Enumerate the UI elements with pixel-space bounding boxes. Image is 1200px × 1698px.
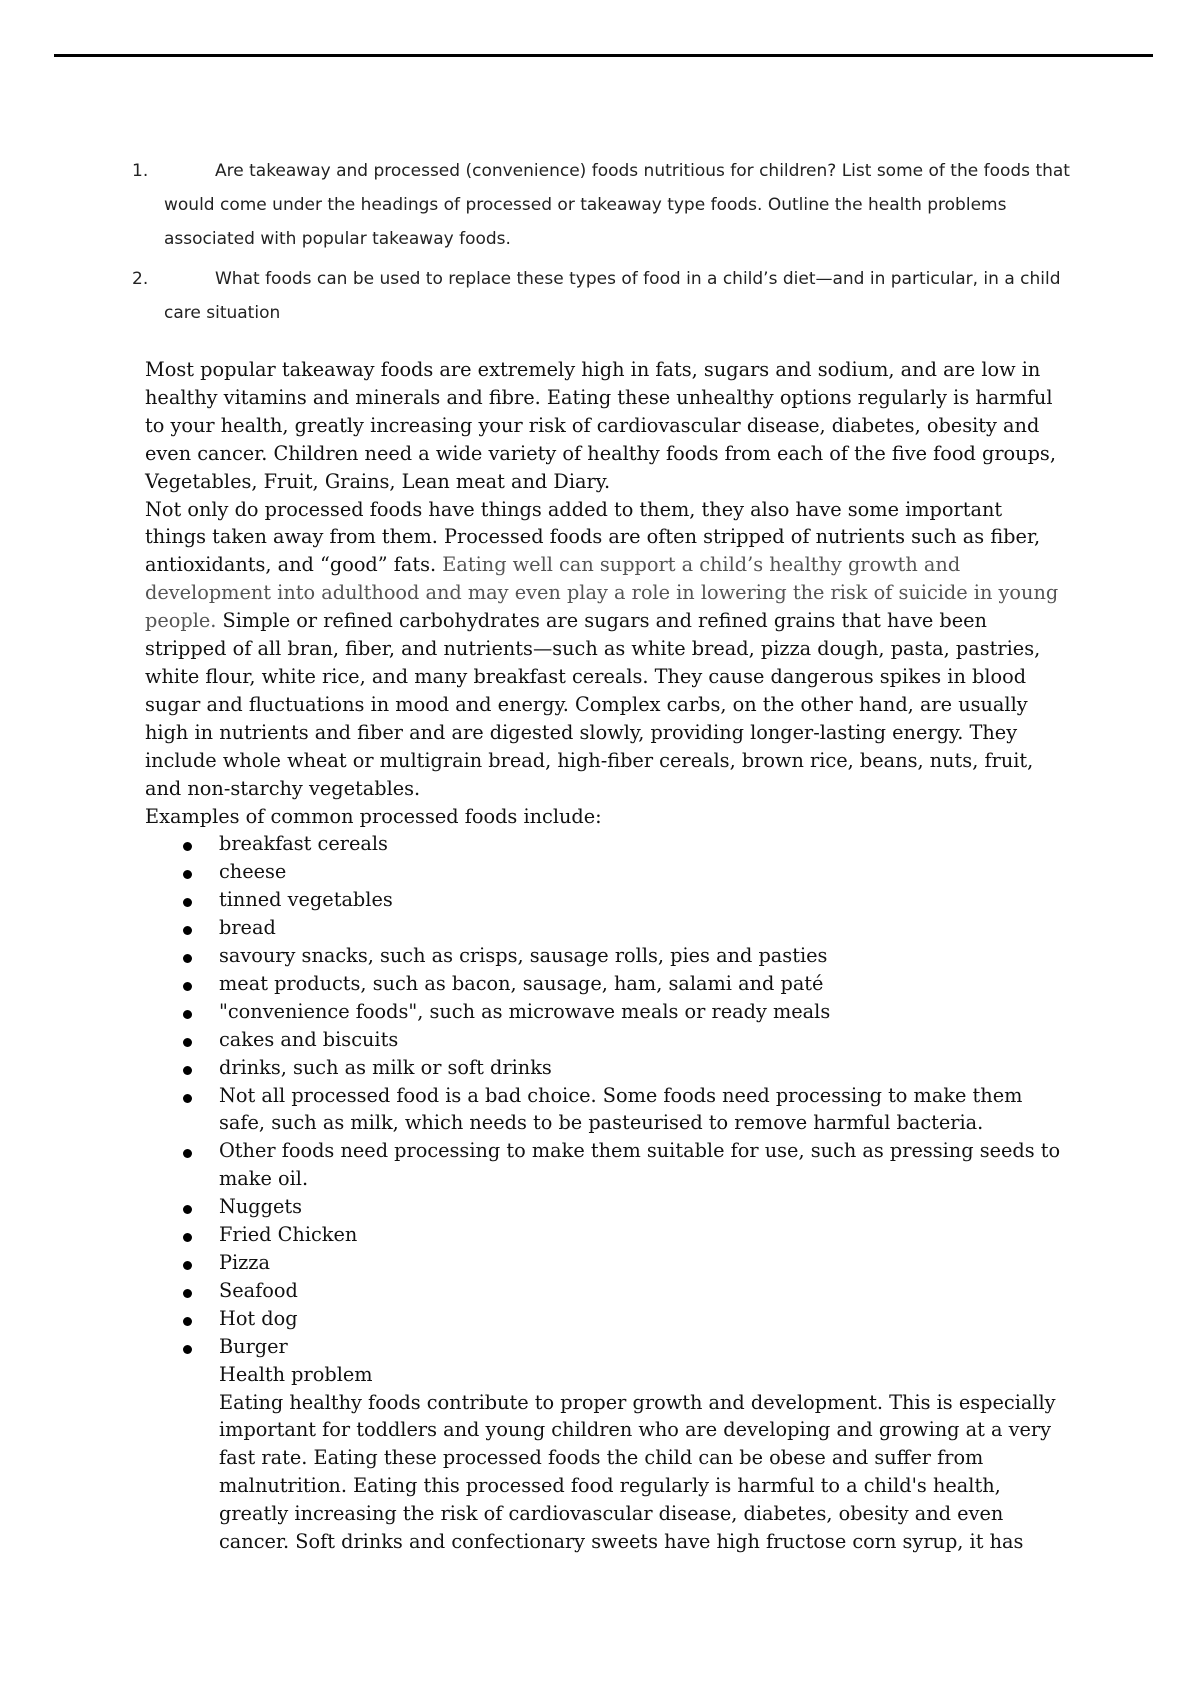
bullet-icon	[183, 1149, 192, 1158]
list-item-text: tinned vegetables	[219, 888, 393, 912]
list-item-text: "convenience foods", such as microwave meals or ready meals	[219, 999, 831, 1023]
question-number: 1.	[132, 161, 149, 181]
health-heading: Health problem	[219, 1362, 373, 1386]
header-rule	[54, 54, 1153, 57]
bullet-icon	[183, 982, 192, 991]
list-item-text: cheese	[219, 860, 287, 884]
list-item-text: Nuggets	[219, 1195, 303, 1219]
question-item	[132, 262, 1072, 330]
answer-paragraph: Most popular takeaway foods are extremely high in fats, sugars and sodium, and are low in healthy vitamins and minerals and fibre. Eating these unhealthy options regularly is harmful to your health, greatly increasing your risk of cardiovascular disease, diabetes, obesity and even cancer. Children need a wide variety of healthy foods from each of the five food groups, Vegetables, Fruit, Grains, Lean meat and Diary.	[145, 358, 1056, 493]
question-item	[132, 154, 1072, 256]
bullet-icon	[183, 954, 192, 963]
answer-body	[145, 356, 1065, 1556]
question-list	[132, 154, 1072, 336]
list-item-text: Hot dog	[219, 1306, 298, 1330]
paragraph-text: Simple or refined carbohydrates are sugars and refined grains that have been stripped of all bran, fiber, and nutrients—such as white bread, pizza dough, pasta, pastries, white flour, white rice, and many breakfast cereals. They cause dangerous spikes in blood sugar and fluctuations in mood and energy. Complex carbs, on the other hand, are usually high in nutrients and fiber and are digested slowly, providing longer-lasting energy. They include whole wheat or multigrain bread, high-fiber cereals, brown rice, beans, nuts, fruit, and non-starchy vegetables.	[145, 609, 1041, 800]
list-item	[145, 998, 1065, 1026]
list-item-text: Other foods need processing to make them suitable for use, such as pressing seeds to make oil.	[219, 1139, 1061, 1191]
list-item-text: Burger	[219, 1334, 288, 1358]
bullet-icon	[183, 1317, 192, 1326]
bullet-icon	[183, 842, 192, 851]
bullet-icon	[183, 1289, 192, 1298]
bullet-icon	[183, 898, 192, 907]
question-number: 2.	[132, 269, 149, 289]
health-paragraph: Eating healthy foods contribute to proper growth and development. This is especially important for toddlers and young children who are developing and growing at a very fast rate. Eating these processed foods the child can be obese and suffer from malnutrition. Eating this processed food regularly is harmful to a child's health, greatly increasing the risk of cardiovascular disease, diabetes, obesity and even cancer. Soft drinks and confectionary sweets have high fructose corn syrup, it has	[219, 1390, 1056, 1554]
paragraph-text: Not only do processed foods have things added to them, they also have some important things taken away from them. Processed foods are often stripped of nutrients such as fiber, antioxidants, and “good” fats.	[145, 497, 1041, 577]
bullet-icon	[183, 1038, 192, 1047]
list-item-text: drinks, such as milk or soft drinks	[219, 1055, 552, 1079]
question-text: What foods can be used to replace these types of food in a child’s diet—and in particular, in a child care situation	[164, 269, 1061, 323]
question-text: Are takeaway and processed (convenience) foods nutritious for children? List some of the foods that would come under the headings of processed or takeaway type foods. Outline the health problems associated with popular takeaway foods.	[164, 161, 1070, 249]
bullet-icon	[183, 1345, 192, 1354]
list-item	[145, 858, 1065, 886]
list-item	[145, 886, 1065, 914]
list-item	[145, 1249, 1065, 1277]
list-item	[145, 914, 1065, 942]
list-item	[145, 970, 1065, 998]
bullet-icon	[183, 1205, 192, 1214]
bullet-icon	[183, 1094, 192, 1103]
list-item	[145, 1277, 1065, 1305]
list-item	[145, 1054, 1065, 1082]
list-item	[145, 942, 1065, 970]
processed-food-list	[145, 830, 1065, 1360]
list-item-text: Seafood	[219, 1278, 298, 1302]
paragraph-text-muted: Eating well can support a child’s healthy growth and development into adulthood and may even play a role in lowering the risk of suicide in young people.	[145, 553, 1059, 633]
answer-paragraph	[145, 496, 1065, 803]
list-item	[145, 1305, 1065, 1333]
list-item	[145, 1333, 1065, 1361]
list-item	[145, 1082, 1065, 1138]
bullet-icon	[183, 926, 192, 935]
list-item-text: Not all processed food is a bad choice. Some foods need processing to make them safe, such as milk, which needs to be pasteurised to remove harmful bacteria.	[219, 1083, 1023, 1135]
list-item-text: breakfast cereals	[219, 832, 388, 856]
list-item	[145, 1026, 1065, 1054]
bullet-icon	[183, 870, 192, 879]
list-item	[145, 1221, 1065, 1249]
list-item-text: savoury snacks, such as crisps, sausage rolls, pies and pasties	[219, 944, 828, 968]
list-item-text: Pizza	[219, 1251, 270, 1274]
list-item-text: bread	[219, 916, 276, 940]
list-item	[145, 1193, 1065, 1221]
bullet-icon	[183, 1010, 192, 1019]
examples-intro: Examples of common processed foods include:	[145, 804, 602, 828]
bullet-icon	[183, 1233, 192, 1242]
list-item	[145, 830, 1065, 858]
bullet-icon	[183, 1261, 192, 1270]
list-item-text: meat products, such as bacon, sausage, ham, salami and paté	[219, 971, 824, 995]
bullet-icon	[183, 1066, 192, 1075]
list-item	[145, 1137, 1065, 1193]
list-item-text: Fried Chicken	[219, 1223, 358, 1247]
list-item-text: cakes and biscuits	[219, 1027, 399, 1051]
